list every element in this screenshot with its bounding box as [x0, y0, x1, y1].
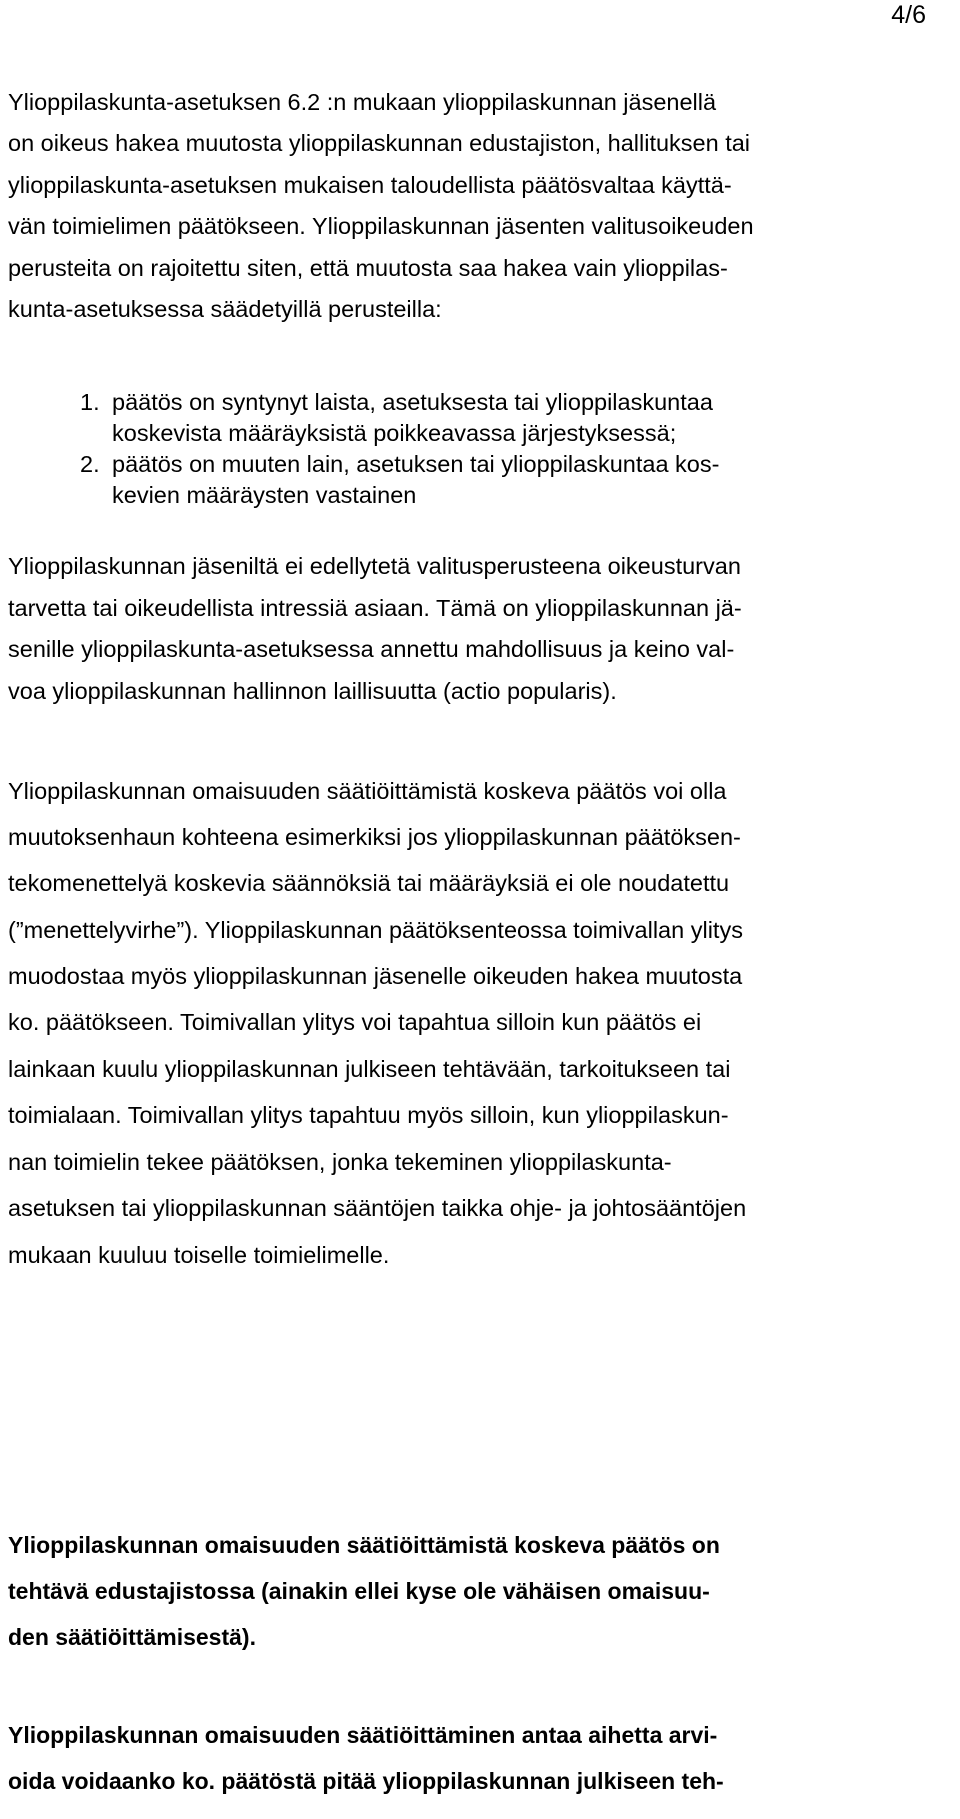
paragraph-3-line: nan toimielin tekee päätöksen, jonka tekeminen ylioppilaskunta- [8, 1149, 672, 1175]
paragraph-3-line: Ylioppilaskunnan omaisuuden säätiöittämistä koskeva päätös voi olla [8, 778, 727, 804]
paragraph-1-line: on oikeus hakea muutosta ylioppilaskunnan edustajiston, hallituksen tai [8, 130, 751, 156]
paragraph-1-line: Ylioppilaskunta-asetuksen 6.2 :n mukaan ylioppilaskunnan jäsenellä [8, 89, 717, 115]
paragraph-3-line: ko. päätökseen. Toimivallan ylitys voi tapahtua silloin kun päätös ei [8, 1009, 702, 1035]
page-number: 4/6 [891, 1, 926, 29]
paragraph-2-line: Ylioppilaskunnan jäseniltä ei edellytetä valitusperusteena oikeusturvan [8, 553, 741, 579]
paragraph-3-line: asetuksen tai ylioppilaskunnan sääntöjen taikka ohje- ja johtosääntöjen [8, 1195, 747, 1221]
list-item-line: koskevista määräyksistä poikkeavassa järjestyksessä; [112, 420, 677, 446]
paragraph-1-line: ylioppilaskunta-asetuksen mukaisen taloudellista päätösvaltaa käyttä- [8, 172, 732, 198]
bold-paragraph-2-line: oida voidaanko ko. päätöstä pitää ylioppilaskunnan julkiseen teh- [8, 1768, 724, 1794]
paragraph-3-line: mukaan kuuluu toiselle toimielimelle. [8, 1242, 390, 1268]
paragraph-1-line: perusteita on rajoitettu siten, että muutosta saa hakea vain ylioppilas- [8, 255, 728, 281]
paragraph-2-line: tarvetta tai oikeudellista intressiä asiaan. Tämä on ylioppilaskunnan jä- [8, 595, 742, 621]
list-item-line: kevien määräysten vastainen [112, 482, 417, 508]
paragraph-1-line: vän toimielimen päätökseen. Ylioppilaskunnan jäsenten valitusoikeuden [8, 213, 754, 239]
paragraph-3-line: (”menettelyvirhe”). Ylioppilaskunnan päätöksenteossa toimivallan ylitys [8, 917, 743, 943]
paragraph-2-line: voa ylioppilaskunnan hallinnon laillisuutta (actio popularis). [8, 678, 617, 704]
list-item-line: päätös on syntynyt laista, asetuksesta tai ylioppilaskuntaa [112, 389, 713, 415]
list-item-number: 1. [80, 389, 100, 415]
list-item-number: 2. [80, 451, 100, 477]
paragraph-3-line: tekomenettelyä koskevia säännöksiä tai määräyksiä ei ole noudatettu [8, 870, 730, 896]
list-item-line: päätös on muuten lain, asetuksen tai ylioppilaskuntaa kos- [112, 451, 720, 477]
paragraph-3-line: muodostaa myös ylioppilaskunnan jäsenelle oikeuden hakea muutosta [8, 963, 743, 989]
bold-paragraph-2-line: Ylioppilaskunnan omaisuuden säätiöittäminen antaa aihetta arvi- [8, 1722, 718, 1748]
paragraph-1-line: kunta-asetuksessa säädetyillä perusteilla: [8, 296, 442, 322]
bold-paragraph-1-line: den säätiöittämisestä). [8, 1624, 256, 1650]
bold-paragraph-1-line: Ylioppilaskunnan omaisuuden säätiöittämistä koskeva päätös on [8, 1532, 720, 1558]
paragraph-3-line: toimialaan. Toimivallan ylitys tapahtuu myös silloin, kun ylioppilaskun- [8, 1102, 729, 1128]
paragraph-3-line: lainkaan kuulu ylioppilaskunnan julkiseen tehtävään, tarkoitukseen tai [8, 1056, 731, 1082]
bold-paragraph-1-line: tehtävä edustajistossa (ainakin ellei kyse ole vähäisen omaisuu- [8, 1578, 710, 1604]
paragraph-3-line: muutoksenhaun kohteena esimerkiksi jos ylioppilaskunnan päätöksen- [8, 824, 741, 850]
paragraph-2-line: senille ylioppilaskunta-asetuksessa annettu mahdollisuus ja keino val- [8, 636, 735, 662]
